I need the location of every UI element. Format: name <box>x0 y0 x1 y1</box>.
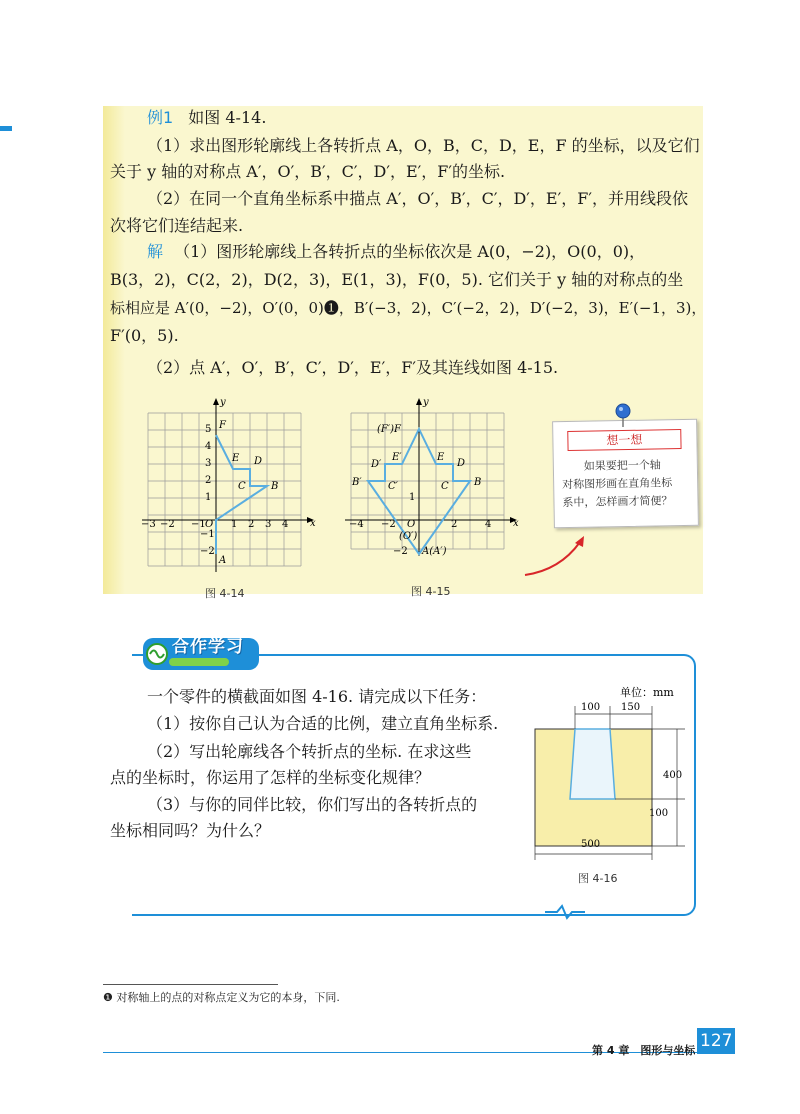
fig16-caption: 图 4-16 <box>578 872 618 885</box>
frame-break-mark <box>545 904 585 920</box>
fig14-point: B <box>271 481 279 492</box>
fig14-yticks <box>200 424 215 557</box>
solution-1-line-1: （1）图形轮廓线上各转折点的坐标依次是 A(0，−2)，O(0，0)， <box>174 242 646 261</box>
fig15-ytick: −2 <box>393 546 408 557</box>
solution-1-line-2: B(3，2)，C(2，2)，D(2，3)，E(1，3)，F(0，5). 它们关于 y 轴的对称点的坐 <box>110 270 684 289</box>
example-title: 如图 4-14. <box>188 108 267 127</box>
fig14-point: D <box>254 456 263 467</box>
fig15-point: (O′) <box>399 531 418 542</box>
coop-task-2-line-2: 点的坐标时，你运用了怎样的坐标变化规律？ <box>110 768 431 787</box>
fig14-xtick: 2 <box>248 519 255 530</box>
fig15-point-labels <box>351 424 481 557</box>
fig16-dim: 500 <box>581 839 601 850</box>
fig15-ytick: 1 <box>409 492 416 503</box>
fig16-dim: 150 <box>621 702 641 713</box>
fig16-slot <box>570 729 615 799</box>
cooperative-title: 合作学习 <box>172 637 244 657</box>
fig14-ytick: −1 <box>200 529 215 540</box>
fig14-point: A <box>219 555 227 566</box>
fig14-xtick: 1 <box>231 519 238 530</box>
footer-chapter: 第 4 章 图形与坐标 <box>592 1044 696 1057</box>
figure-4-14 <box>138 396 323 576</box>
fig14-caption: 图 4-14 <box>205 587 245 600</box>
fig16-dim: 100 <box>581 702 601 713</box>
fig14-ytick: 1 <box>205 492 212 503</box>
question-1-line-1: （1）求出图形轮廓线上各转折点 A，O，B，C，D，E，F 的坐标，以及它们 <box>147 136 700 155</box>
fig15-y-label: y <box>423 397 429 408</box>
fig15-point: D′ <box>371 459 382 470</box>
fig16-dim: 100 <box>649 808 669 819</box>
example-label: 例1 <box>147 108 174 127</box>
coop-task-3-line-2: 坐标相同吗？为什么？ <box>110 821 271 840</box>
fig14-point: F <box>219 420 226 431</box>
think-note-line: 如果要把一个轴 <box>583 458 661 473</box>
footnote-marker: ❶ <box>103 991 113 1004</box>
fig16-dim: 400 <box>663 770 683 781</box>
fig15-point: B′ <box>352 477 362 488</box>
fig15-y-arrow <box>416 398 422 405</box>
fig14-ytick: −2 <box>200 546 215 557</box>
question-2-line-2: 次将它们连结起来. <box>110 216 244 235</box>
fig14-xtick: −3 <box>141 519 156 530</box>
figure-4-16 <box>525 684 695 884</box>
solution-2-line: （2）点 A′，O′，B′，C′，D′，E′，F′及其连线如图 4-15. <box>147 358 559 377</box>
coop-task-1: （1）按你自己认为合适的比例，建立直角坐标系. <box>147 714 499 733</box>
fig15-xtick: −2 <box>381 519 396 530</box>
fig15-point: C′ <box>388 481 398 492</box>
fig15-xtick: −4 <box>349 519 364 530</box>
fig14-ytick: 3 <box>205 458 212 469</box>
solution-label: 解 <box>147 242 164 261</box>
footnote-text: 对称轴上的点的对称点定义为它的本身，下同. <box>116 991 340 1004</box>
fig14-y-arrow <box>213 398 219 405</box>
fig15-point: A(A′) <box>422 546 447 557</box>
fig14-ytick: 2 <box>205 475 212 486</box>
fig15-x-label: x <box>513 518 519 529</box>
coop-intro: 一个零件的横截面如图 4-16. 请完成以下任务： <box>147 687 487 706</box>
footnote-rule <box>103 984 278 985</box>
question-2-line-1: （2）在同一个直角坐标系中描点 A′，O′，B′，C′，D′，E′，F′，并用线段依 <box>147 189 688 208</box>
coop-task-3-line-1: （3）与你的同伴比较，你们写出的各转折点的 <box>147 795 478 814</box>
figure-4-15 <box>343 396 528 576</box>
fig14-xtick: 3 <box>265 519 272 530</box>
think-note-line: 对称图形画在直角坐标 <box>562 476 673 492</box>
fig15-point: E <box>437 452 445 463</box>
fig14-outline <box>216 435 267 554</box>
fig15-xtick: 4 <box>485 519 492 530</box>
question-1-line-2: 关于 y 轴的对称点 A′，O′，B′，C′，D′，E′，F′的坐标. <box>110 162 506 181</box>
page-number: 127 <box>700 1031 733 1051</box>
fig14-xtick: 4 <box>282 519 289 530</box>
fig14-xtick: −2 <box>160 519 175 530</box>
fig15-point: E′ <box>392 452 402 463</box>
fig14-xtick: −1 <box>191 519 206 530</box>
think-note-card <box>552 419 699 529</box>
think-note-line: 系中，怎样画才简便？ <box>562 494 673 510</box>
fig14-ytick: 4 <box>205 441 212 452</box>
fig15-point: D <box>457 458 466 469</box>
fig15-xtick: 2 <box>451 519 458 530</box>
think-note-title: 想一想 <box>567 429 681 451</box>
fig15-caption: 图 4-15 <box>411 585 451 598</box>
fig15-point: B <box>474 477 482 488</box>
fig15-point: (F′)F <box>377 424 401 435</box>
solution-1-line-4: F′(0，5). <box>110 326 179 345</box>
example-heading <box>147 104 266 132</box>
chapter-edge-tab <box>0 126 12 131</box>
solution-1-line-3: 标相应是 A′(0，−2)，O′(0，0)❶，B′(−3，2)，C′(−2，2)，D′(−2，3)，E′(−1，3)， <box>110 299 707 317</box>
fig15-point: C <box>441 481 449 492</box>
coop-task-2-line-1: （2）写出轮廓线各个转折点的坐标. 在求这些 <box>147 742 472 761</box>
fig14-y-label: y <box>220 397 226 408</box>
footnote <box>103 989 340 1005</box>
solution-line-1 <box>147 238 645 266</box>
fig14-x-label: x <box>310 518 316 529</box>
fig16-unit-label: 单位：mm <box>620 686 674 699</box>
curved-arrow-icon <box>520 530 590 580</box>
fig14-point: E <box>232 453 240 464</box>
fig14-ytick: 5 <box>205 424 212 435</box>
fig14-point: O <box>205 519 214 530</box>
pushpin-icon <box>613 402 633 428</box>
fig15-point: O <box>407 519 416 530</box>
fig14-point: C <box>238 481 246 492</box>
think-note-body <box>562 456 691 512</box>
